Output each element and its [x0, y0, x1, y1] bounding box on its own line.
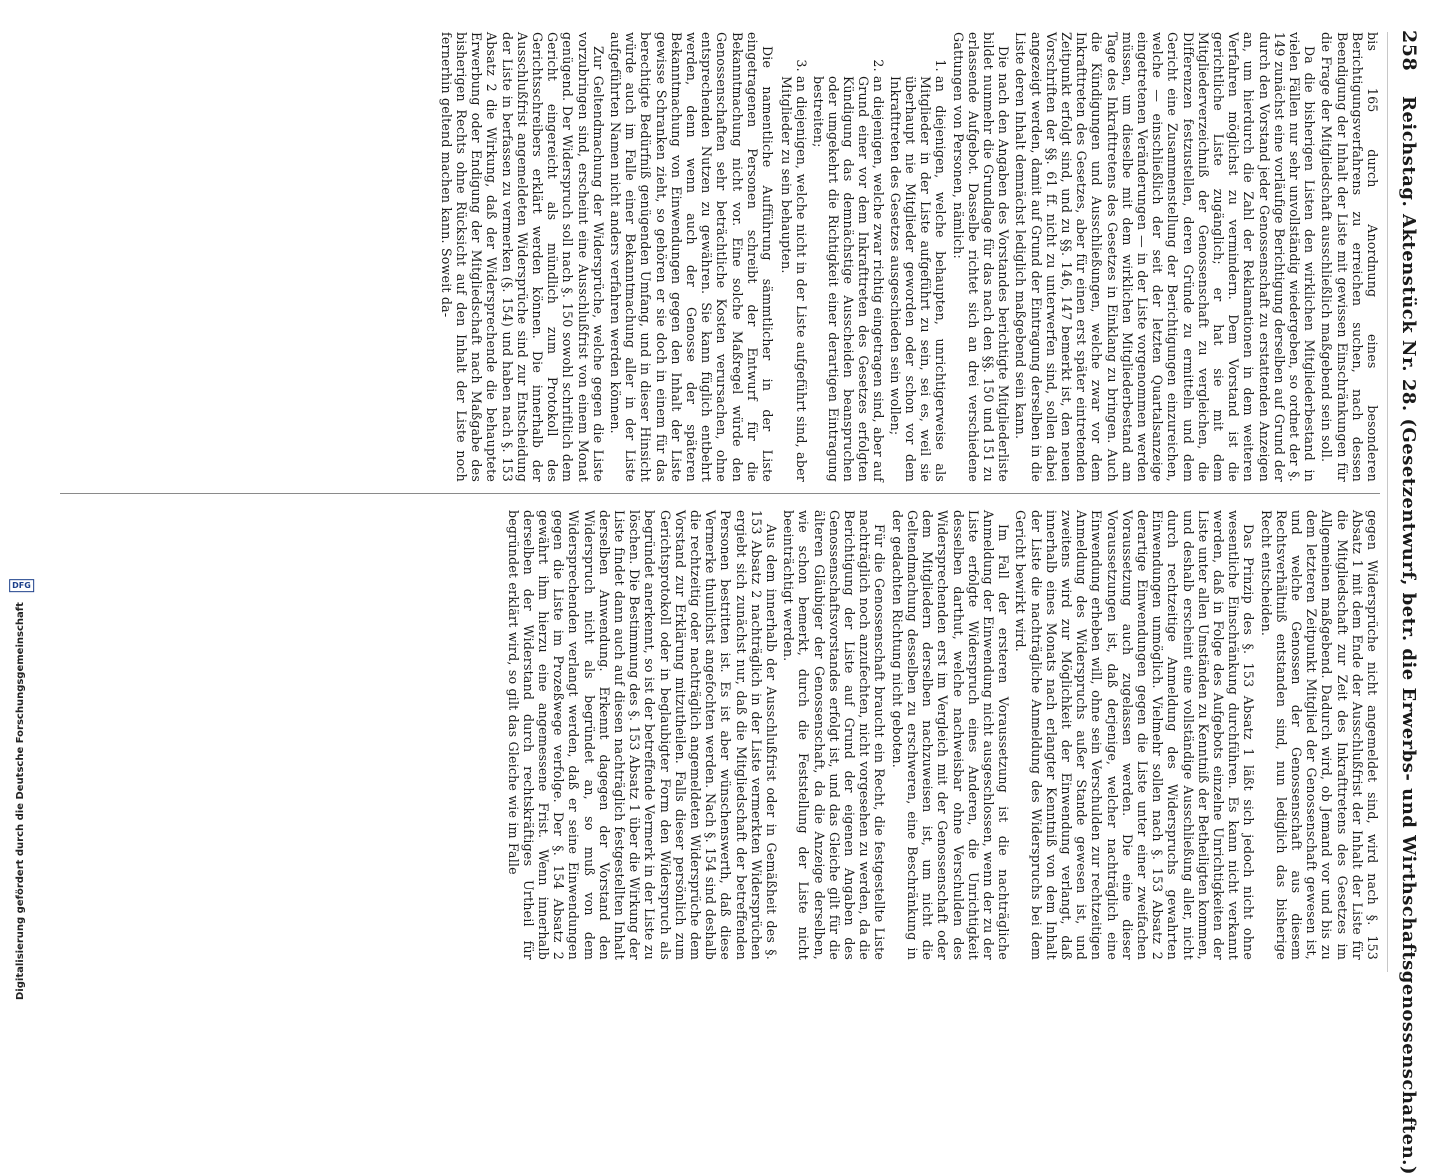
- list-item: 1. an diejenigen, welche behaupten, unrichtigerweise als Mitglieder in der Liste aufgeführt zu sein, sei es, weil sie überhaupt nie Mitglieder geworden oder schon vor dem Inkrafttreten des Gesetzes ausgeschieden sein wollen;: [888, 76, 949, 482]
- paragraph: Für die Genossenschaft braucht ein Recht, die festgestellte Liste nachträglich noch anzufechten, nicht vorgesehen zu werden, da die Berichtigung der Liste auf Grund der eigenen Angaben des Genossenschaftsvorstandes erfolgt ist, und das Gleiche gilt für die älteren Gläubiger der Genossenschaft, da die Anzeige derselben, wie schon bemerkt, durch die Feststellung der Liste nicht beeinträchtigt werden.: [781, 510, 888, 960]
- left-column: [437, 32, 1380, 482]
- paragraph: Da die bisherigen Listen den wirklichen Mitgliederbestand in vielen Fällen nur sehr unvollständig wiedergeben, so ordnet der §. 149 zunächst eine vorläufige Berichtigung derselben auf Grund der durch den Vorstand jeder Genossenschaft zu erstattenden Anzeigen an, um hierdurch die Zahl der Reklamationen in dem weiteren Verfahren möglichst zu vermindern. Dem Vorstand ist die gerichtliche Liste zugänglich; er hat sie mit dem Mitgliederverzeichniß der Genossenschaft zu vergleichen, die Differenzen festzustellen, deren Gründe zu ermitteln und dem Gericht eine Zusammenstellung der Berichtigungen einzureichen, welche — einschließlich der seit der letzten Quartalsanzeige eingetretenen Veränderungen — in der Liste vorgenommen werden müssen, um dieselbe mit dem wirklichen Mitgliederbestand am Tage des Inkrafttretens des Gesetzes in Einklang zu bringen. Auch die Kündigungen und Ausschließungen, welche zwar vor dem Inkrafttreten des Gesetzes, aber für einen erst später eintretenden Zeitpunkt erfolgt sind, und zu §§. 146, 147 bemerkt ist, den neuen Vorschriften der §§. 61 ff. nicht zu unterwerfen sind, sollen dabei angezeigt werden, damit auf Grund der Eintragung derselben in die Liste deren Inhalt demnächst lediglich maßgebend sein kann.: [1013, 32, 1318, 482]
- paragraph: Das Prinzip des §. 153 Absatz 1 läßt sich jedoch nicht ohne wesentliche Einschränkung durchführen. Es kann nicht verkannt werden, daß in Folge des Aufgebots einzelne Unrichtigkeiten der Liste unter allen Umständen zu Kenntniß der Betheiligten kommen, und deshalb erscheint eine vollständige Ausschließung aller, nicht durch rechtzeitige Anmeldung des Widerspruchs gewahrten Einwendungen unmöglich. Vielmehr sollen nach §. 153 Absatz 2 derartige Einwendungen gegen die Liste unter einer zweifachen Voraussetzung auch zugelassen werden. Die eine dieser Voraussetzungen ist, daß derjenige, welcher nachträglich eine Einwendung erheben will, ohne sein Verschulden zur rechtzeitigen Anmeldung des Widerspruchs außer Stande gewesen ist, und zweitens wird zur Möglichkeit der Einwendung verlangt, daß innerhalb eines Monats nach erlangter Kenntniß von dem Inhalt der Liste die nachträgliche Anmeldung des Widerspruchs bei dem Gericht bewirkt wird.: [1013, 510, 1257, 960]
- paragraph: Aus dem innerhalb der Ausschlußfrist oder in Gemäßheit des §. 153 Absatz 2 nachträglich in der Liste vermerkten Widersprüchen ergiebt sich zunächst nur, daß die Mitgliedschaft der betreffenden Personen bestritten ist. Es ist aber wünschenswerth, daß diese Vermerke thunlichst angefochten werden. Nach §. 154 sind deshalb die rechtzeitig oder nachträglich angemeldeten Widersprüche dem Vorstand zur Erklärung mitzutheilen. Falls dieser persönlich zum Gerichtsprotokoll oder in beglaubigter Form den Widerspruch als begründet anerkennt, so ist der betreffende Vermerk in der Liste zu löschen. Die Bestimmung des §. 153 Absatz 1 über die Wirkung der Liste findet dann auch auf diesen nachträglich festgestellten Inhalt derselben Anwendung. Erkennt dagegen der Vorstand den Widerspruch nicht als begründet an, so muß von dem Widersprechenden verlangt werden, daß er seine Einwendungen gegen die Liste im Prozeßwege verfolge. Der §. 154 Absatz 2 gewährt ihm hierzu eine angemessene Frist. Wenn innerhalb derselben der Widerstand durch rechtskräftiges Urtheil für begründet erklärt wird, so gilt das Gleiche wie im Falle: [505, 510, 780, 960]
- paragraph: gegen Widersprüche nicht angemeldet sind, wird nach §. 153 Absatz 1 mit dem Ende der Ausschlußfrist der Inhalt der Liste für die Mitgliedschaft zur Zeit des Inkrafttretens des Gesetzes im Allgemeinen maßgebend. Dadurch wird, ob Jemand vor und bis zu dem letzteren Zeitpunkt Mitglied der Genossenschaft gewesen ist, und welche Genossen der Genossenschaft aus diesem Rechtsverhältniß entstanden sind, nun lediglich das bisherige Recht entscheiden.: [1258, 510, 1380, 960]
- page-number: 258: [1398, 30, 1420, 72]
- credit-line: [10, 581, 32, 1000]
- paragraph: bis 165 durch Anordnung eines besonderen Berichtigungsverfahrens zu erreichen suchen, nach dessen Beendigung der Inhalt der Liste mit gewissen Einschränkungen für die Frage der Mitgliedschaft ausschließlich maßgebend sein soll.: [1319, 32, 1380, 482]
- dfg-logo-icon: DFG: [9, 579, 34, 592]
- digitization-credit: [6, 581, 31, 1000]
- paragraph: Im Fall der ersteren Voraussetzung ist die nachträgliche Anmeldung der Einwendung nicht ausgeschlossen, wenn der zu der Liste erfolgte Widerspruch eines Anderen, die Unrichtigkeit desselben darthut, welche nachweisbar ohne Verschulden des Widersprechenden erst im Vergleich mit der Genossenschaft oder dem Mitgliedern derselben nachzuweisen ist, um nicht die Geltendmachung desselben zu erschweren, eine Beschränkung in der gedachten Richtung nicht geboten.: [889, 510, 1012, 960]
- page-header: [1390, 30, 1420, 1175]
- list-item: 2. an diejenigen, welche zwar richtig eingetragen sind, aber auf Grund einer vor dem Inkrafttreten des Gesetzes erfolgten Kündigung das demnächstige Ausscheiden beanspruchen oder umgekehrt die Richtigkeit einer derartigen Eintragung bestreiten;: [810, 76, 886, 482]
- right-column: [503, 510, 1380, 960]
- list-item: 3. an diejenigen, welche nicht in der Liste aufgeführt sind, aber Mitglieder zu sein behaupten.: [779, 76, 809, 482]
- credit-text: Digitalisierung gefördert durch die Deutsche Forschungsgemeinschaft: [15, 602, 26, 1000]
- page-title: Reichstag. Aktenstück Nr. 28. (Gesetzentwurf, betr. die Erwerbs- und Wirthschaftsgenossenschaften.): [1398, 95, 1419, 1175]
- column-divider: [60, 493, 1380, 494]
- header-rule: [1387, 32, 1388, 972]
- enumerated-list: [779, 32, 948, 482]
- paragraph: Die namentliche Aufführung sämmtlicher in der Liste eingetragenen Personen schreibt der Entwurf für die Bekanntmachung nicht vor. Eine solche Maßregel würde den Genossenschaften sehr beträchtliche Kosten verursachen, ohne entsprechenden Nutzen zu gewähren. Sie kann füglich entbehrt werden, denn wenn auch der Genosse der späteren Bekanntmachung von Einwendungen gegen den Inhalt der Liste gewisse Schranken zieht, so gehören er sie doch in einem für das berechtigte Bedürfniß genügenden Umfang, und in dieser Hinsicht würde auch im Falle einer Bekanntmachung aller in der Liste aufgeführten Namen nicht anders verfahren werden können.: [608, 32, 776, 482]
- paragraph: Die nach den Angaben des Vorstandes berichtigte Mitgliederliste bildet nunmehr die Grundlage für das nach den §§. 150 und 151 zu erlassende Aufgebot. Dasselbe richtet sich an drei verschiedene Gattungen von Personen, nämlich:: [950, 32, 1012, 482]
- paragraph: Zur Geltendmachung der Widersprüche, welche gegen die Liste vorzubringen sind, erscheint eine Ausschlußfrist von einem Monat genügend. Der Widerspruch soll nach §. 150 sowohl schriftlich dem Gericht eingereicht als mündlich zum Protokoll des Gerichtsschreibers erklärt werden können. Die innerhalb der Ausschlußfrist angemeldeten Widersprüche sind zur Entscheidung der Liste in berfassen zu vermerken (§. 154) und haben nach §. 153 Absatz 2 die Wirkung, daß der Widersprechende die behauptete Erwerbung oder Endigung der Mitgliedschaft nach Maßgabe des bisherigen Rechts ohne Rücksicht auf den Inhalt der Liste noch fernerhin geltend machen kann. Soweit da-: [438, 32, 606, 482]
